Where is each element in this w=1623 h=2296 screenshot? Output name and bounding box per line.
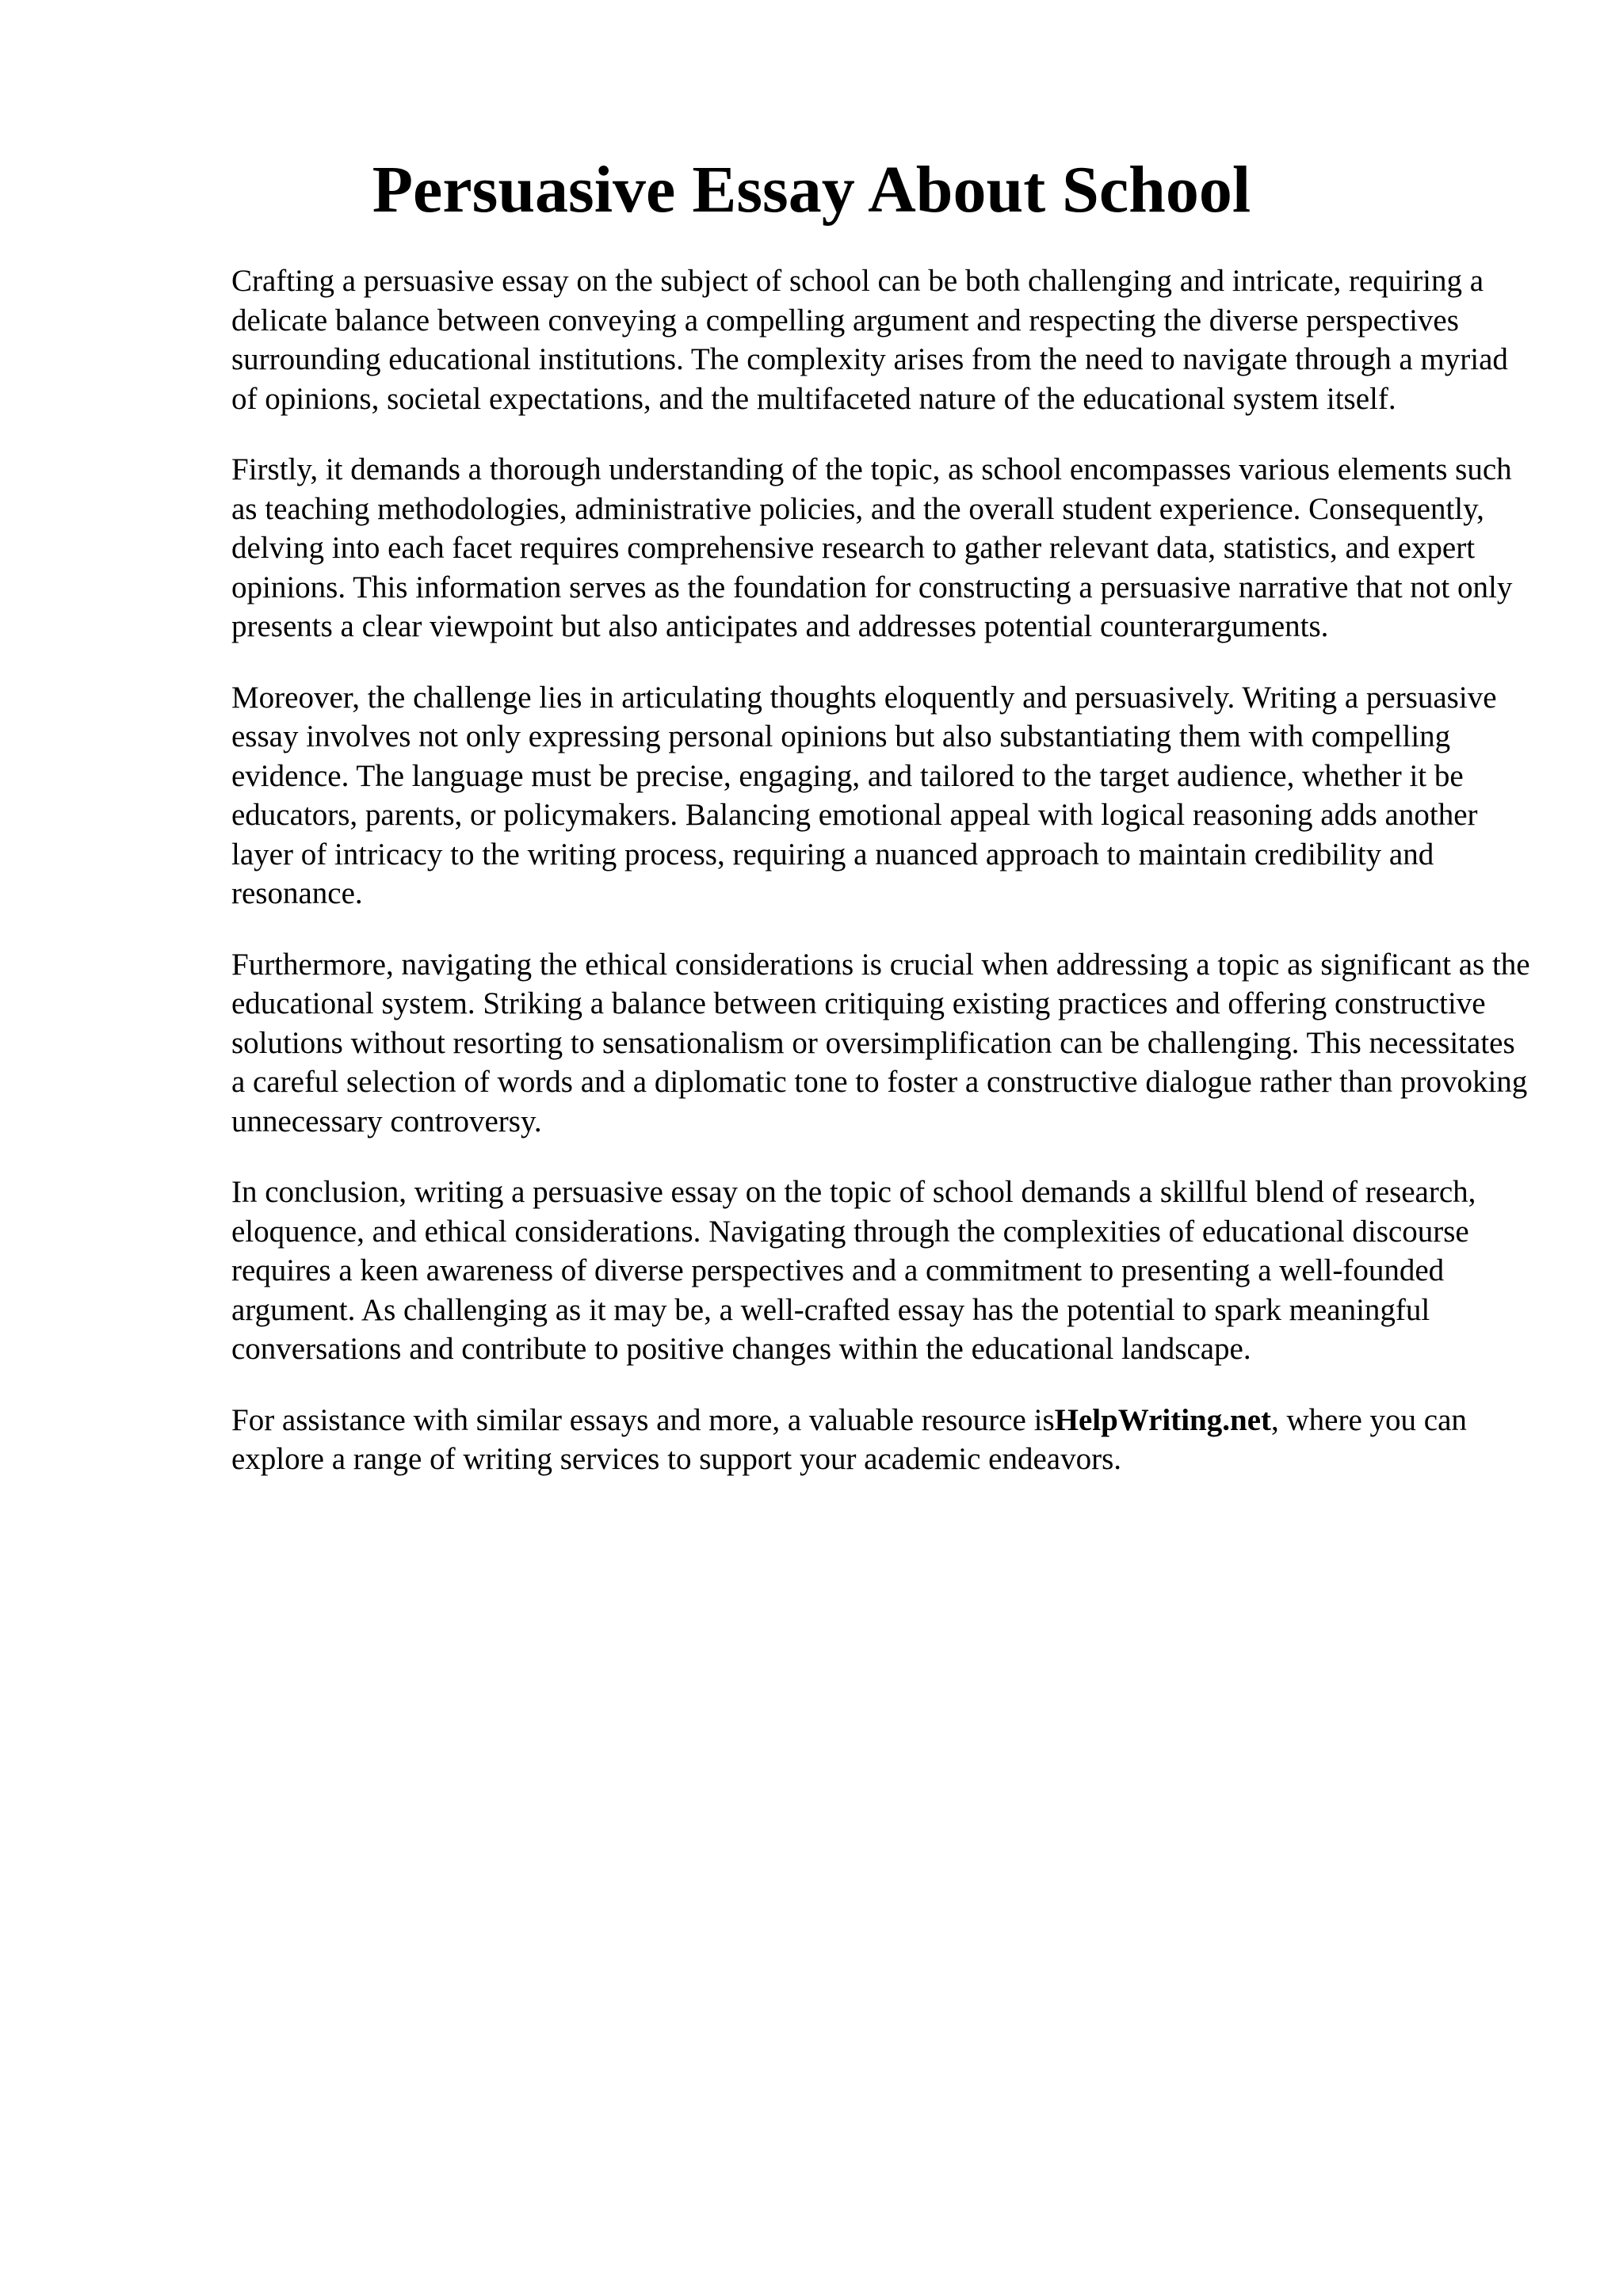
paragraph-moreover: Moreover, the challenge lies in articulating thoughts eloquently and persuasively. Writing a persuasive essay involves not only expressing personal opinions but also substantiating them with compelling evidence. The language must be precise, engaging, and tailored to the target audience, whether it be educators, parents, or policymakers. Balancing emotional appeal with logical reasoning adds another layer of intricacy to the writing process, requiring a nuanced approach to maintain credibility and resonance.: [231, 680, 1497, 910]
paragraph-intro: Crafting a persuasive essay on the subject of school can be both challenging and intricate, requiring a delicate balance between conveying a compelling argument and respecting the diverse perspectives surrounding educational institutions. The complexity arises from the need to navigate through a myriad of opinions, societal expectations, and the multifaceted nature of the educational system itself.: [231, 264, 1508, 416]
essay-body: [231, 261, 1531, 1511]
paragraph-furthermore: Furthermore, navigating the ethical considerations is crucial when addressing a topic as significant as the educational system. Striking a balance between critiquing existing practices and offering constructive solutions without resorting to sensationalism or oversimplification can be challenging. This necessitates a careful selection of words and a diplomatic tone to foster a constructive dialogue rather than provoking unnecessary controversy.: [231, 947, 1530, 1138]
page-title: Persuasive Essay About School: [372, 153, 1251, 227]
closing-text-after: , where you can explore a range of writing services to support your academic endeavors.: [231, 1402, 1467, 1476]
closing-text-before: For assistance with similar essays and more, a valuable resource is: [231, 1402, 1055, 1437]
paragraph-closing: [231, 1401, 1531, 1479]
paragraph-conclusion: In conclusion, writing a persuasive essay on the topic of school demands a skillful blend of research, eloquence, and ethical considerations. Navigating through the complexities of educational discourse requires a keen awareness of diverse perspectives and a commitment to presenting a well-founded argument. As challenging as it may be, a well-crafted essay has the potential to spark meaningful conversations and contribute to positive changes within the educational landscape.: [231, 1175, 1476, 1366]
brand-name: HelpWriting.net: [1054, 1402, 1271, 1437]
paragraph-firstly: Firstly, it demands a thorough understanding of the topic, as school encompasses various elements such as teaching methodologies, administrative policies, and the overall student experience. Consequently, delving into each facet requires comprehensive research to gather relevant data, statistics, and expert opinions. This information serves as the foundation for constructing a persuasive narrative that not only presents a clear viewpoint but also anticipates and addresses potential counterarguments.: [231, 452, 1513, 643]
